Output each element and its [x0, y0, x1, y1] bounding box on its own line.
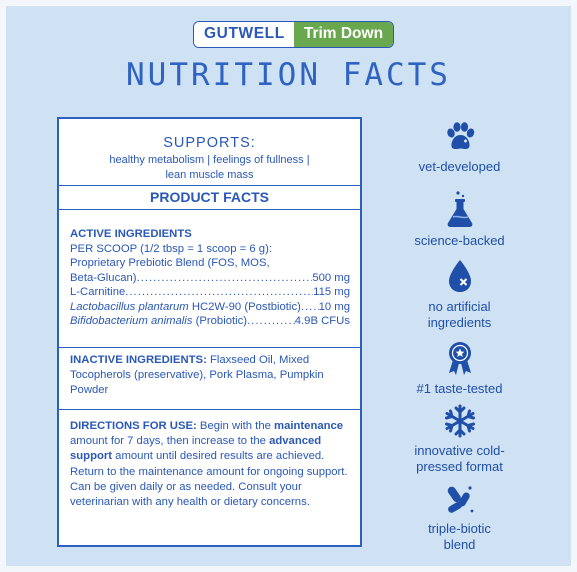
ingredient-name	[70, 314, 247, 329]
paw-icon	[443, 120, 477, 154]
feature-label	[372, 521, 547, 553]
feature-triple-biotic	[372, 484, 547, 553]
feature-vet-developed	[372, 120, 547, 175]
ingredient-row-blend	[70, 271, 350, 286]
ingredient-name: Beta-Glucan)	[70, 271, 137, 284]
drop-x-icon	[445, 258, 475, 294]
active-ingredients-heading: ACTIVE INGREDIENTS	[70, 228, 192, 240]
feature-label-line: ingredients	[427, 315, 492, 330]
feature-taste-tested	[372, 340, 547, 397]
feature-label-line: innovative cold-	[414, 443, 505, 458]
divider	[59, 409, 360, 410]
directions-text: amount for 7 days, then increase to the	[70, 435, 270, 448]
feature-science-backed	[372, 190, 547, 249]
page-title: NUTRITION FACTS	[126, 57, 451, 93]
ingredient-name: L-Carnitine	[70, 286, 126, 298]
snowflake-icon	[443, 404, 477, 438]
feature-label	[372, 299, 547, 331]
supports-text	[79, 153, 340, 183]
divider	[59, 347, 360, 348]
strain-detail: HC2W-90 (Postbiotic)	[188, 300, 301, 313]
directions-heading: DIRECTIONS FOR USE:	[70, 420, 197, 432]
inactive-ingredients-text: Flaxseed Oil, Mixed Tocopherols (preservative), Pork Plasma, Pumpkin Powder	[70, 354, 324, 396]
leader-dots	[125, 285, 313, 300]
feature-label: vet-developed	[418, 159, 501, 174]
feature-label-line: triple-biotic	[428, 521, 491, 536]
directions-emphasis: maintenance	[274, 420, 344, 432]
directions-text: Begin with the	[196, 420, 275, 432]
directions-for-use	[70, 419, 354, 510]
leader-dots	[247, 314, 295, 329]
supports-line-2: lean muscle mass	[165, 169, 254, 181]
brand-product: Trim Down	[294, 22, 393, 47]
ingredient-row-carnitine	[70, 285, 350, 300]
ingredient-amount: 4.9B CFUs	[294, 315, 350, 327]
ingredient-amount: 115 mg	[313, 286, 350, 298]
feature-no-artificial	[372, 258, 547, 331]
product-facts-heading: PRODUCT FACTS	[59, 185, 360, 210]
feature-cold-pressed	[372, 404, 547, 475]
inactive-ingredients	[70, 353, 352, 398]
active-ingredients	[70, 227, 350, 329]
facts-panel	[57, 117, 362, 547]
ingredient-name	[70, 300, 301, 315]
inactive-ingredients-heading: INACTIVE INGREDIENTS:	[70, 354, 207, 366]
leader-dots	[301, 300, 319, 315]
ingredient-amount: 500 mg	[312, 271, 350, 284]
leader-dots	[137, 271, 313, 286]
flask-icon	[443, 190, 477, 228]
strain-detail: (Probiotic)	[192, 315, 248, 327]
award-ribbon-icon	[445, 340, 475, 376]
brand-logo	[193, 21, 394, 48]
supports-heading: SUPPORTS:	[163, 135, 256, 151]
feature-label-line: no artificial	[428, 299, 491, 314]
capsules-icon	[443, 484, 477, 516]
brand-name: GUTWELL	[194, 22, 294, 47]
feature-label: science-backed	[414, 233, 505, 248]
feature-label: #1 taste-tested	[416, 381, 503, 396]
feature-label-line: blend	[443, 537, 476, 552]
ingredient-row-bifidobacterium	[70, 314, 350, 329]
species-name: Bifidobacterium animalis	[70, 315, 193, 327]
species-name: Lactobacillus plantarum	[70, 300, 189, 313]
per-scoop-line: PER SCOOP (1/2 tbsp = 1 scoop = 6 g):	[70, 242, 272, 255]
ingredient-row-lactobacillus	[70, 300, 350, 315]
directions-text: amount until desired results are achieved. Return to the maintenance amount for ongoing support. Can be given daily or as needed. Consult your veterinarian with any health or dietary concerns.	[70, 450, 348, 509]
supports-line-1: healthy metabolism | feelings of fullness |	[109, 154, 310, 166]
feature-label-line: pressed format	[416, 459, 503, 474]
ingredient-amount: 10 mg	[318, 300, 350, 313]
blend-line-1: Proprietary Prebiotic Blend (FOS, MOS,	[70, 257, 270, 269]
directions-emphasis: advanced support	[70, 435, 322, 463]
feature-label	[372, 443, 547, 475]
